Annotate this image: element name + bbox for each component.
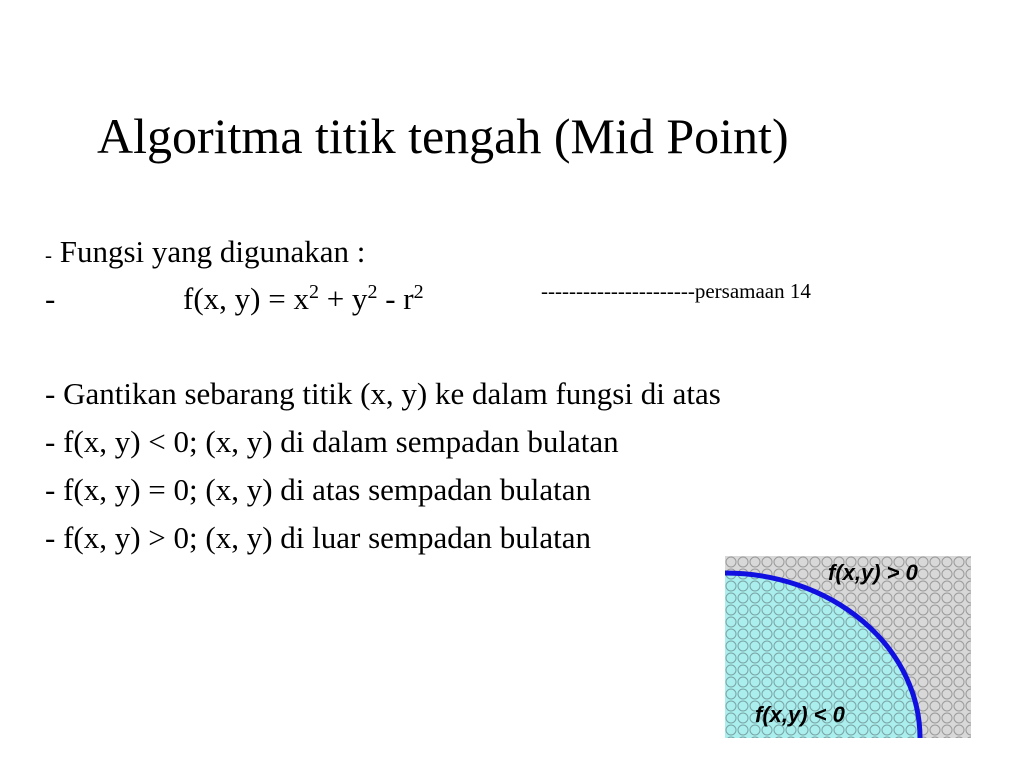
equation-part: - r [377,281,414,316]
circle-equation [183,279,424,319]
bullet-dash: - [45,281,56,316]
equation-reference-note: ----------------------persamaan 14 [541,279,811,303]
equation-exponent: 2 [413,281,424,303]
bullet-outside: - f(x, y) > 0; (x, y) di luar sempadan bulatan [45,520,592,555]
equation-exponent: 2 [367,281,378,303]
bullet-inside: - f(x, y) < 0; (x, y) di dalam sempadan bulatan [45,424,619,459]
midpoint-circle-figure [725,556,971,738]
bullet-substitute: - Gantikan sebarang titik (x, y) ke dalam fungsi di atas [45,376,721,411]
bullet-on-boundary: - f(x, y) = 0; (x, y) di atas sempadan bulatan [45,472,592,507]
bullet-dash: - [45,243,52,267]
equation-exponent: 2 [308,281,319,303]
equation-part: f(x, y) = x [183,281,309,316]
outside-label: f(x,y) > 0 [828,560,918,585]
circle-grid-diagram [725,556,971,738]
equation-part: + y [318,281,368,316]
bullet-equation [45,279,424,319]
bullet-function-used [45,232,365,275]
bullet-text: Fungsi yang digunakan : [52,234,366,269]
inside-label: f(x,y) < 0 [755,702,845,727]
slide-title: Algoritma titik tengah (Mid Point) [97,108,789,164]
